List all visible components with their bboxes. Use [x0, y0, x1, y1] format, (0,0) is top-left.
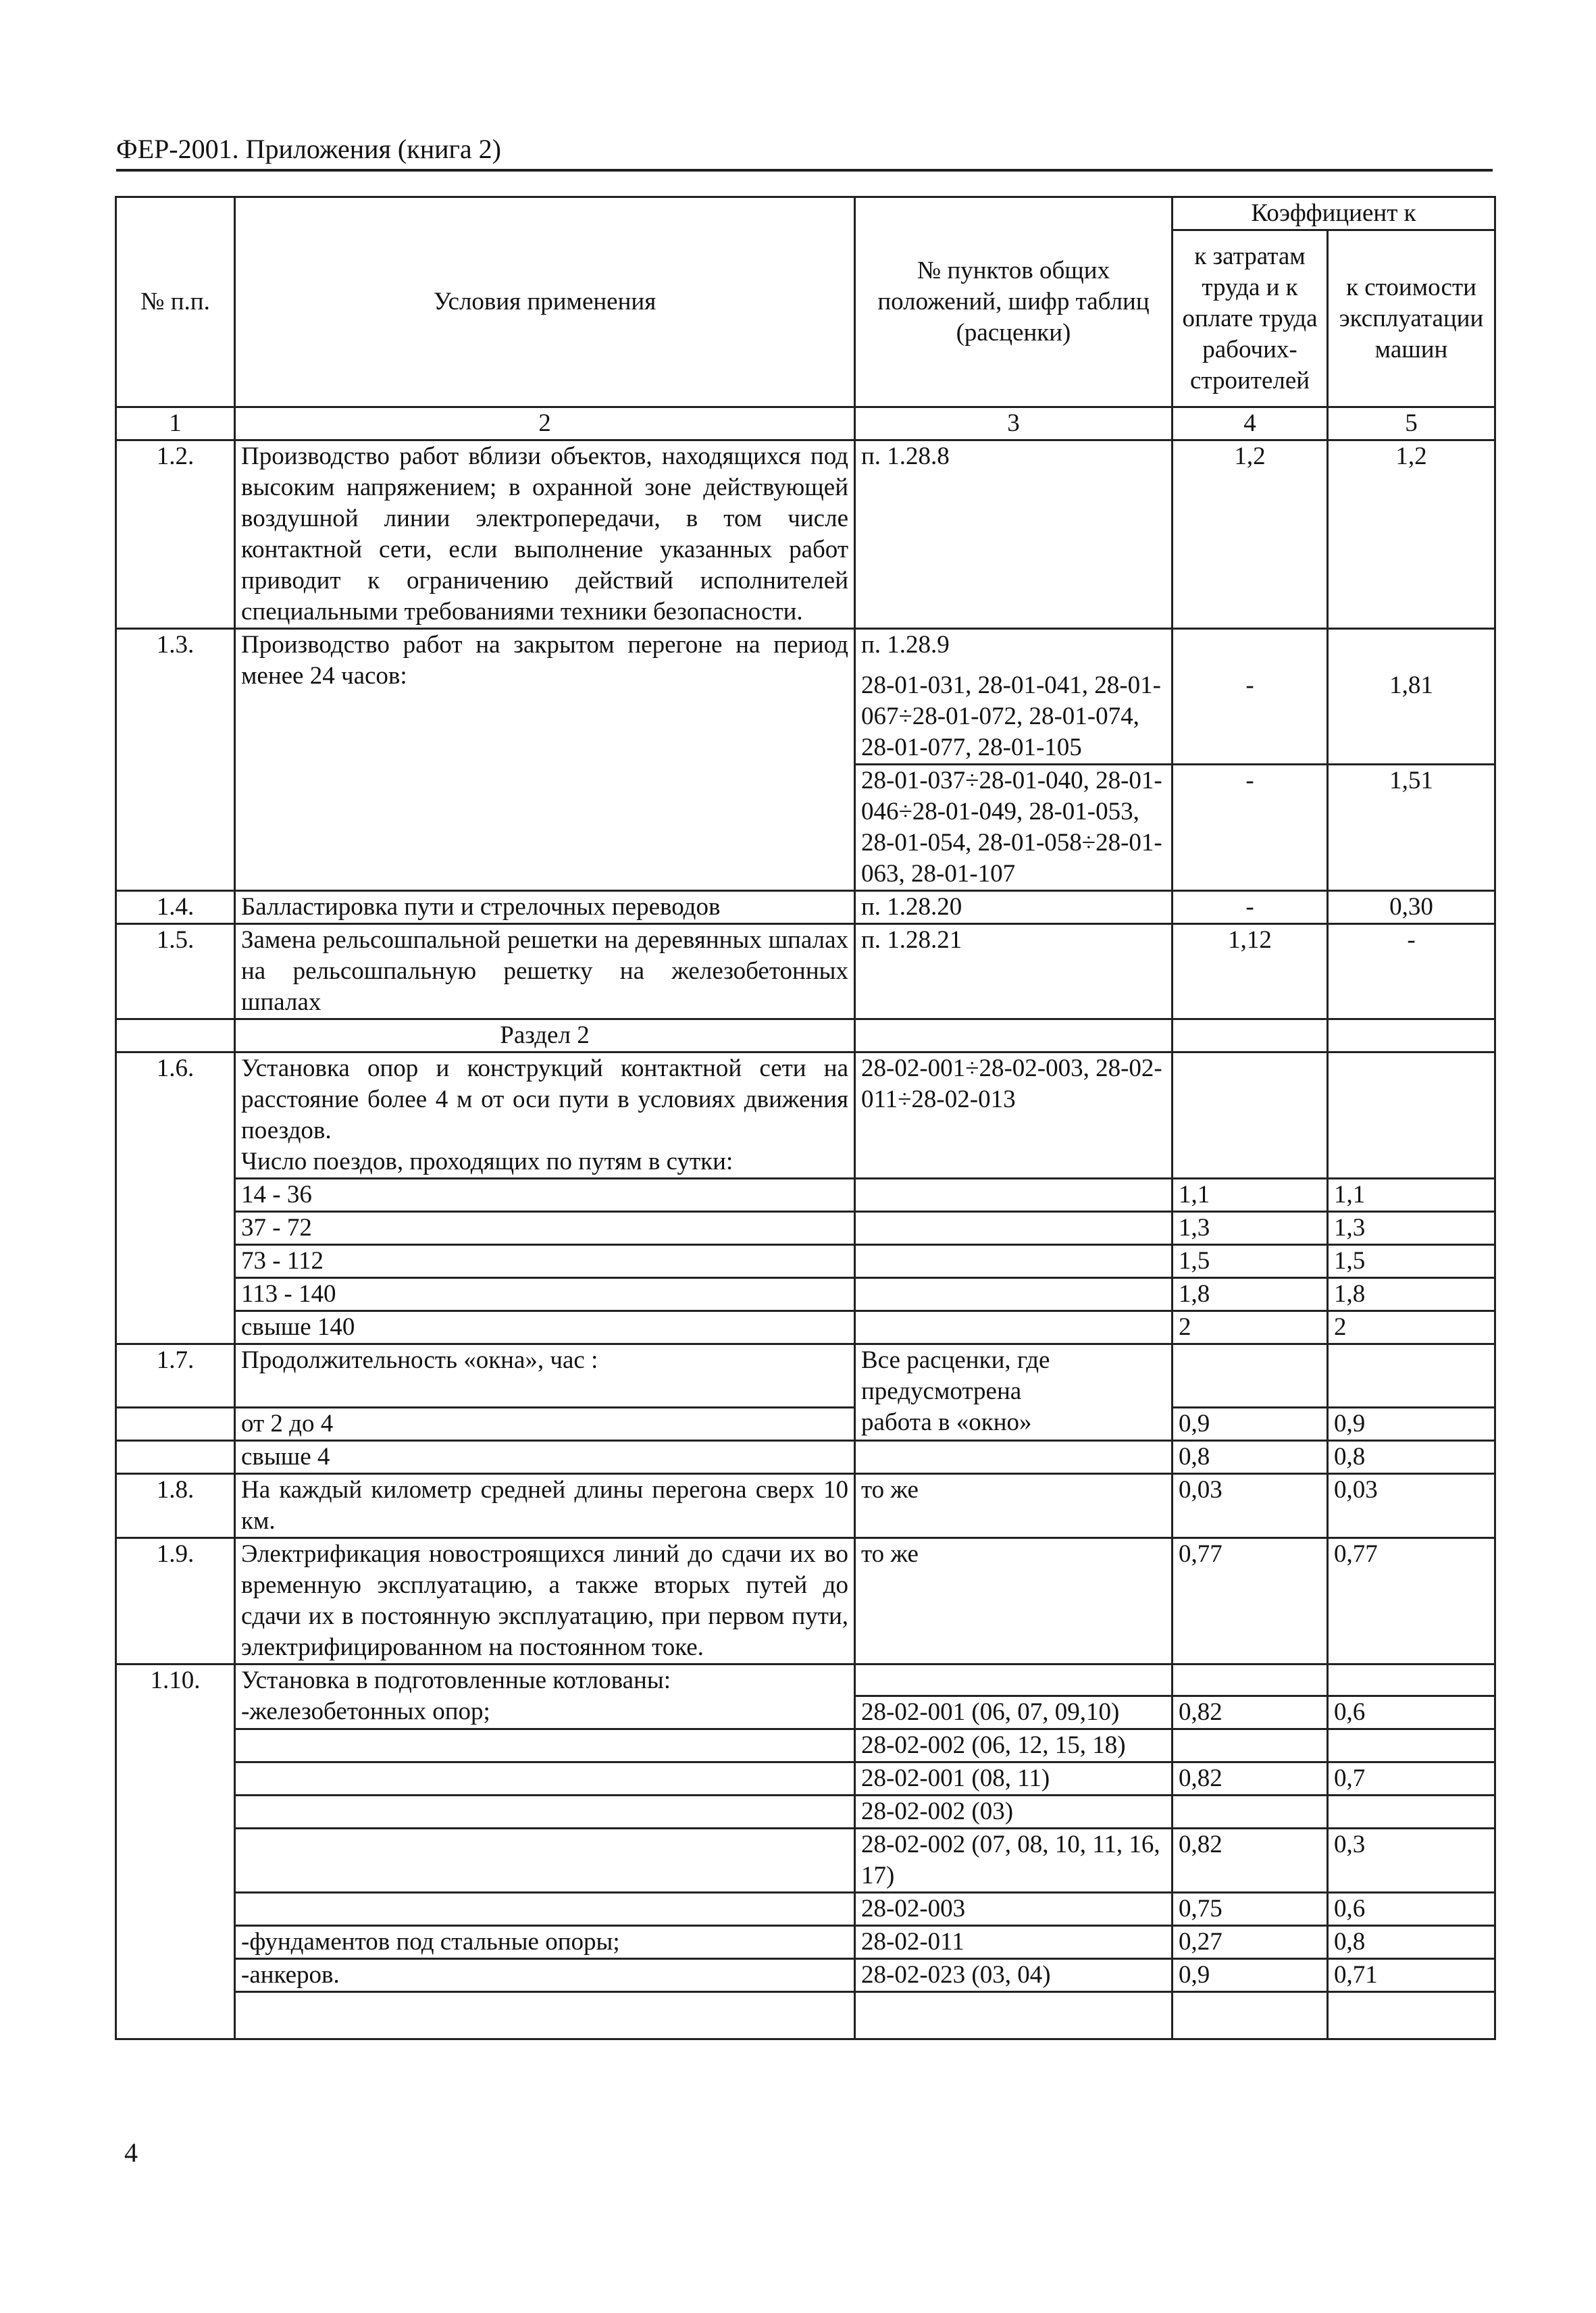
row-text: 14 - 36 [235, 1179, 855, 1212]
table-row [116, 1729, 1495, 1762]
row-text: -фундаментов под стальные опоры; [235, 1926, 855, 1959]
row-k-labor: 0,75 [1173, 1893, 1328, 1926]
row-text-sub: Число поездов, проходящих по путям в сутки: [241, 1148, 733, 1175]
row-num: 1.10. [116, 1664, 235, 2039]
row-num: 1.9. [116, 1537, 235, 1664]
table-row [116, 440, 1495, 629]
row-k-machines: 0,9 [1328, 1407, 1495, 1440]
table-row [116, 629, 1495, 661]
table-row [116, 1052, 1495, 1179]
table-row [116, 1893, 1495, 1926]
row-k-machines: 0,8 [1328, 1926, 1495, 1959]
head-conditions: Условия применения [235, 197, 855, 407]
row-k-labor: 1,3 [1173, 1212, 1328, 1245]
table-row [116, 1212, 1495, 1245]
table-row [116, 1696, 1495, 1729]
row-k-machines: - [1328, 924, 1495, 1019]
row-k-machines: 0,71 [1328, 1959, 1495, 1992]
row-text [235, 1762, 855, 1796]
row-num: 1.2. [116, 440, 235, 629]
row-text: Производство работ на закрытом перегоне на период менее 24 часов: [235, 629, 855, 891]
row-k-labor: 0,82 [1173, 1829, 1328, 1893]
row-ref: 28-02-003 [855, 1893, 1173, 1926]
row-ref: 28-02-001÷28-02-003, 28-02-011÷28-02-013 [855, 1052, 1173, 1179]
section-title: Раздел 2 [235, 1019, 855, 1052]
row-num: 1.7. [116, 1344, 235, 1408]
row-k-labor: 0,9 [1173, 1407, 1328, 1440]
row-k-labor: 1,12 [1173, 924, 1328, 1019]
row-k-machines: 1,8 [1328, 1278, 1495, 1311]
row-k-machines: 0,30 [1328, 891, 1495, 924]
row-k-machines: 0,7 [1328, 1762, 1495, 1796]
head-coef-group: Коэффициент к [1173, 197, 1495, 230]
row-text [235, 1052, 855, 1179]
head-machines: к стоимости эксплуатации машин [1328, 230, 1495, 407]
row-k-machines: 2 [1328, 1311, 1495, 1344]
table-row [116, 1440, 1495, 1473]
row-k-machines: 1,5 [1328, 1245, 1495, 1278]
row-text: Замена рельсошпальной решетки на деревянных шпалах на рельсошпальную решетку на железобетонных шпалах [235, 924, 855, 1019]
row-k-machines [1328, 1796, 1495, 1829]
row-k-machines: 0,77 [1328, 1537, 1495, 1664]
table-row [116, 1311, 1495, 1344]
row-text: -железобетонных опор; [235, 1696, 855, 1729]
row-text: -анкеров. [235, 1959, 855, 1992]
head-num: № п.п. [116, 197, 235, 407]
row-k-labor: - [1173, 629, 1328, 765]
row-k-labor: 1,1 [1173, 1179, 1328, 1212]
row-k-machines: 1,81 [1328, 629, 1495, 765]
row-k-machines: 1,1 [1328, 1179, 1495, 1212]
row-text: 113 - 140 [235, 1278, 855, 1311]
table-row [116, 1473, 1495, 1537]
row-k-labor: 2 [1173, 1311, 1328, 1344]
row-k-labor [1173, 1796, 1328, 1829]
row-k-labor: 1,8 [1173, 1278, 1328, 1311]
table-row [116, 1344, 1495, 1408]
row-num: 1.3. [116, 629, 235, 891]
row-text: Продолжительность «окна», час : [235, 1344, 855, 1408]
row-ref: п. 1.28.9 [855, 629, 1173, 661]
colnum: 5 [1328, 407, 1495, 440]
row-k-machines: 1,3 [1328, 1212, 1495, 1245]
row-text: 37 - 72 [235, 1212, 855, 1245]
row-ref: 28-02-002 (07, 08, 10, 11, 16, 17) [855, 1829, 1173, 1893]
colnum: 4 [1173, 407, 1328, 440]
row-text: свыше 4 [235, 1440, 855, 1473]
head-labor: к затратам труда и к оплате труда рабочих-строителей [1173, 230, 1328, 407]
head-refs: № пунктов общих положений, шифр таблиц (расценки) [855, 197, 1173, 407]
coefficients-table [115, 196, 1496, 2040]
colnum: 1 [116, 407, 235, 440]
row-k-labor: 0,82 [1173, 1696, 1328, 1729]
row-text: Балластировка пути и стрелочных переводов [235, 891, 855, 924]
table-row [116, 1278, 1495, 1311]
row-text-main: Установка опор и конструкций контактной сети на расстояние более 4 м от оси пути в условиях движения поездов. [241, 1054, 848, 1144]
row-text [235, 1893, 855, 1926]
row-k-labor [1173, 1729, 1328, 1762]
row-ref: работа в «окно» [855, 1407, 1173, 1440]
row-k-labor: 0,8 [1173, 1440, 1328, 1473]
row-k-labor: 0,9 [1173, 1959, 1328, 1992]
page-number: 4 [124, 2137, 138, 2168]
row-ref: 28-02-002 (03) [855, 1796, 1173, 1829]
row-text: свыше 140 [235, 1311, 855, 1344]
row-ref: 28-01-031, 28-01-041, 28-01-067÷28-01-072, 28-01-074, 28-01-077, 28-01-105 [855, 661, 1173, 765]
row-text: Производство работ вблизи объектов, находящихся под высоким напряжением; в охранной зоне действующей воздушной линии электропередачи, в том числе контактной сети, если выполнение указанных работ приводит к ограничению действий исполнителей специальными требованиями техники безопасности. [235, 440, 855, 629]
colnum: 3 [855, 407, 1173, 440]
page-header: ФЕР-2001. Приложения (книга 2) [116, 132, 1493, 172]
row-text [235, 1729, 855, 1762]
row-ref: п. 1.28.21 [855, 924, 1173, 1019]
row-k-labor: 1,2 [1173, 440, 1328, 629]
row-k-machines: 1,2 [1328, 440, 1495, 629]
row-k-labor: 0,03 [1173, 1473, 1328, 1537]
row-k-labor: - [1173, 891, 1328, 924]
row-text [235, 1829, 855, 1893]
row-ref: 28-02-001 (08, 11) [855, 1762, 1173, 1796]
row-k-labor: - [1173, 765, 1328, 891]
table-row [116, 1796, 1495, 1829]
row-ref [855, 1440, 1173, 1473]
row-ref: 28-02-001 (06, 07, 09,10) [855, 1696, 1173, 1729]
table-row [116, 1407, 1495, 1440]
row-ref: п. 1.28.20 [855, 891, 1173, 924]
row-k-machines: 0,8 [1328, 1440, 1495, 1473]
table-row [116, 1664, 1495, 1696]
row-k-labor: 1,5 [1173, 1245, 1328, 1278]
row-ref: 28-02-023 (03, 04) [855, 1959, 1173, 1992]
row-text: На каждый километр средней длины перегона сверх 10 км. [235, 1473, 855, 1537]
colnum: 2 [235, 407, 855, 440]
row-k-labor: 0,27 [1173, 1926, 1328, 1959]
row-ref: 28-02-011 [855, 1926, 1173, 1959]
row-k-labor: 0,82 [1173, 1762, 1328, 1796]
table-row [116, 1926, 1495, 1959]
row-k-labor: 0,77 [1173, 1537, 1328, 1664]
row-num: 1.5. [116, 924, 235, 1019]
table-row [116, 1762, 1495, 1796]
row-num: 1.4. [116, 891, 235, 924]
row-k-machines: 0,03 [1328, 1473, 1495, 1537]
row-ref: 28-01-037÷28-01-040, 28-01-046÷28-01-049, 28-01-053, 28-01-054, 28-01-058÷28-01-063, 28-01-107 [855, 765, 1173, 891]
row-k-machines: 1,51 [1328, 765, 1495, 891]
row-ref: 28-02-002 (06, 12, 15, 18) [855, 1729, 1173, 1762]
row-ref: то же [855, 1473, 1173, 1537]
table-row [116, 1245, 1495, 1278]
row-text: от 2 до 4 [235, 1407, 855, 1440]
table-row [116, 924, 1495, 1019]
row-num: 1.6. [116, 1052, 235, 1344]
section-row [116, 1019, 1495, 1052]
table-row [116, 1829, 1495, 1893]
row-ref: п. 1.28.8 [855, 440, 1173, 629]
table-row [116, 1179, 1495, 1212]
row-ref: то же [855, 1537, 1173, 1664]
row-text: Установка в подготовленные котлованы: [235, 1664, 855, 1696]
row-text: Электрификация новостроящихся линий до сдачи их во временную эксплуатацию, а также вторых путей до сдачи их в постоянную эксплуатацию, при первом пути, электрифицированном на постоянном токе. [235, 1537, 855, 1664]
row-k-machines: 0,6 [1328, 1893, 1495, 1926]
row-num: 1.8. [116, 1473, 235, 1537]
row-k-machines [1328, 1729, 1495, 1762]
row-text: 73 - 112 [235, 1245, 855, 1278]
table-row [116, 1537, 1495, 1664]
row-k-machines: 0,6 [1328, 1696, 1495, 1729]
row-ref: Все расценки, где предусмотрена [855, 1344, 1173, 1408]
table-row [116, 891, 1495, 924]
table-row [116, 1959, 1495, 1992]
row-k-machines: 0,3 [1328, 1829, 1495, 1893]
row-text [235, 1796, 855, 1829]
